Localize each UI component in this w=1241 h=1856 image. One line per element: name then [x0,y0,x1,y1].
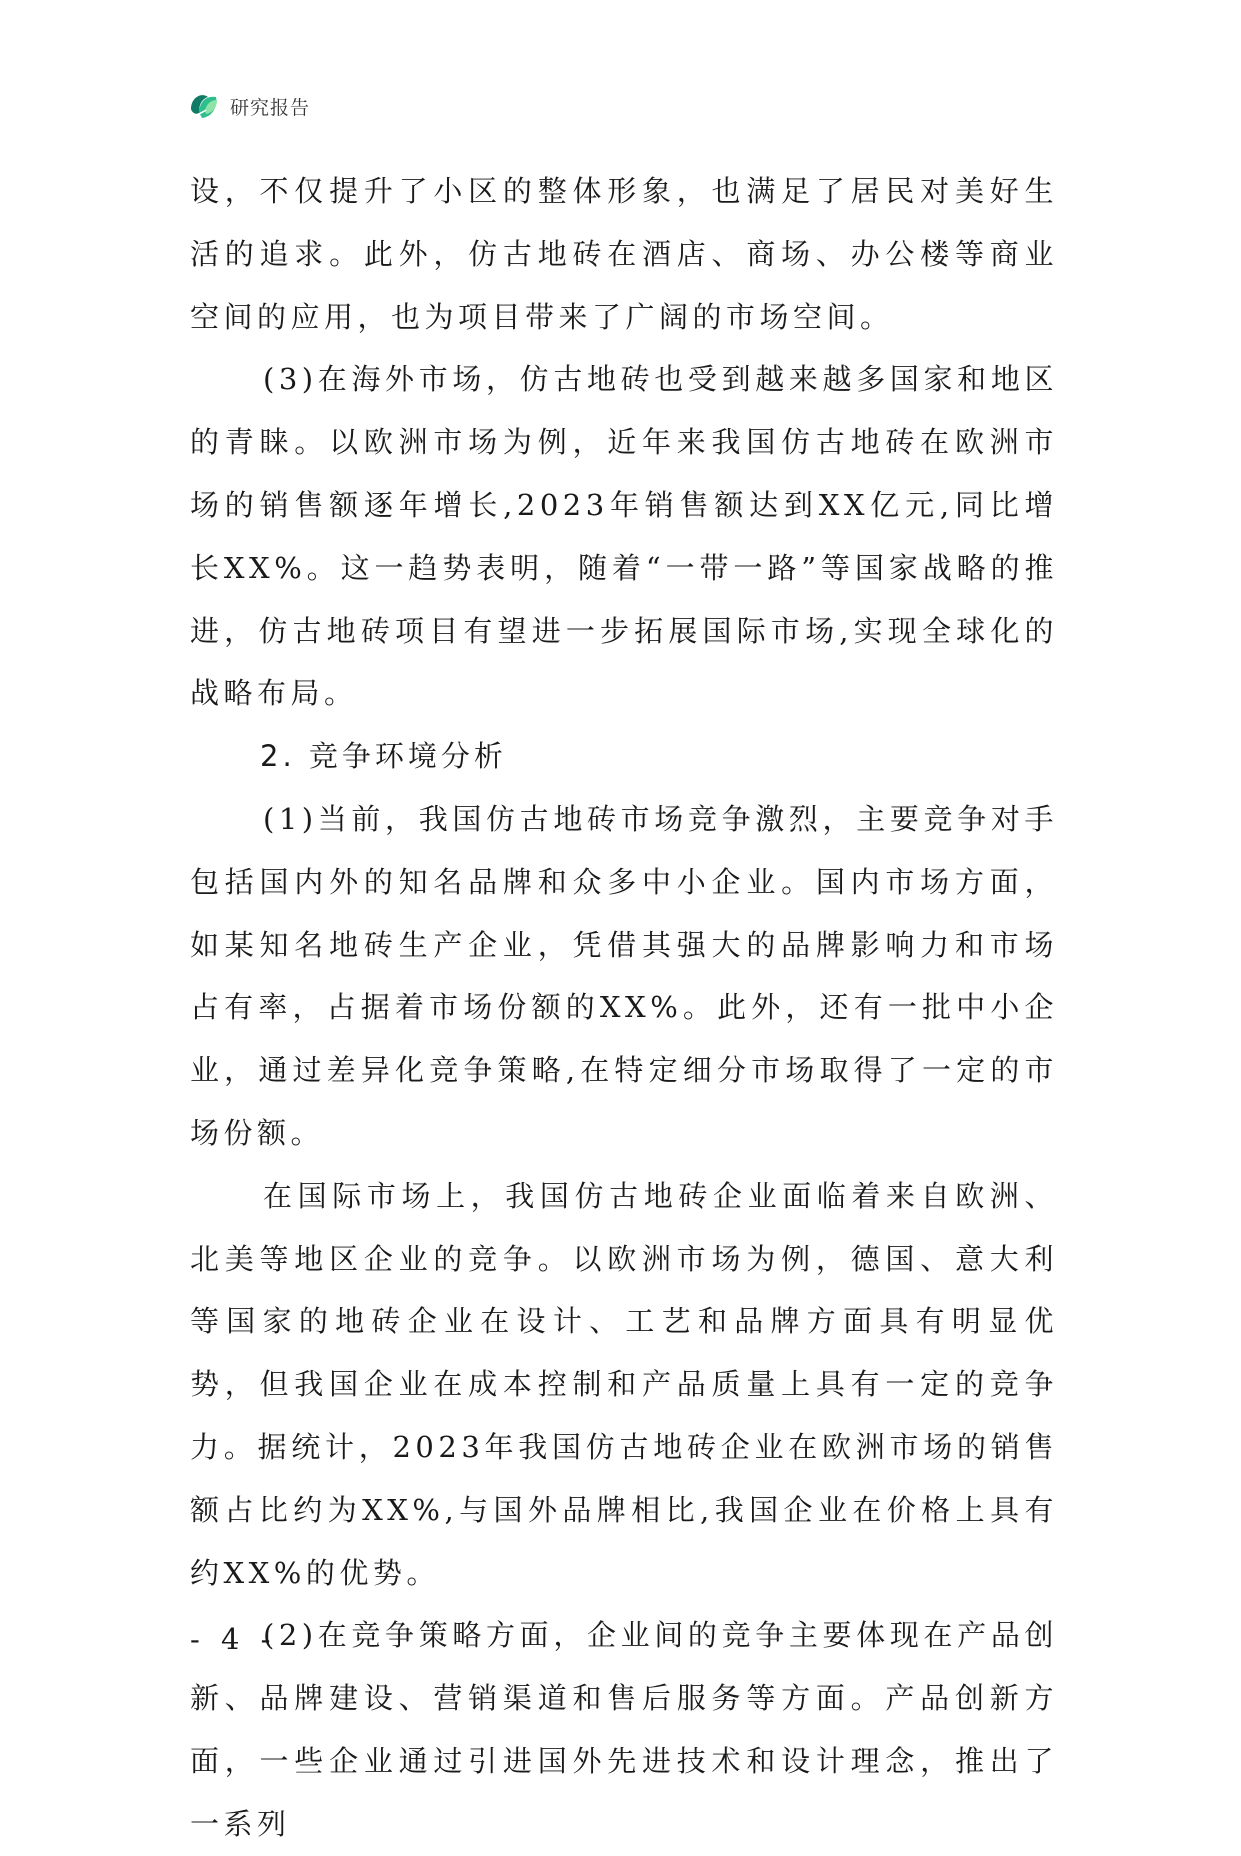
header-title: 研究报告 [230,96,311,119]
paragraph-overseas-market: (3)在海外市场，仿古地砖也受到越来越多国家和地区的青睐。以欧洲市场为例，近年来我国仿古地砖在欧洲市场的销售额逐年增长,2023年销售额达到XX亿元,同比增长XX%。这一趋势表明，随着“一带一路”等国家战略的推进，仿古地砖项目有望进一步拓展国际市场,实现全球化的战略布局。 [190,362,1058,711]
leaf-logo-icon [188,89,222,123]
paragraph-domestic-competition: (1)当前，我国仿古地砖市场竞争激烈，主要竞争对手包括国内外的知名品牌和众多中小企业。国内市场方面，如某知名地砖生产企业，凭借其强大的品牌影响力和市场占有率，占据着市场份额的XX%。此外，还有一批中小企业，通过差异化竞争策略,在特定细分市场取得了一定的市场份额。 [190,801,1058,1150]
paragraph-continuation: 设，不仅提升了小区的整体形象，也满足了居民对美好生活的追求。此外，仿古地砖在酒店、商场、办公楼等商业空间的应用，也为项目带来了广阔的市场空间。 [190,174,1058,334]
section-heading: 2. 竞争环境分析 [260,739,507,774]
document-body [190,160,1058,1856]
paragraph-competition-strategy: (2)在竞争策略方面，企业间的竞争主要体现在产品创新、品牌建设、营销渠道和售后服务等方面。产品创新方面，一些企业通过引进国外先进技术和设计理念，推出了一系列 [190,1618,1058,1841]
paragraph-international-competition: 在国际市场上，我国仿古地砖企业面临着来自欧洲、北美等地区企业的竞争。以欧洲市场为例，德国、意大利等国家的地砖企业在设计、工艺和品牌方面具有明显优势，但我国企业在成本控制和产品质量上具有一定的竞争力。据统计，2023年我国仿古地砖企业在欧洲市场的销售额占比约为XX%,与国外品牌相比,我国企业在价格上具有约XX%的优势。 [190,1178,1058,1590]
page-number: - 4 - [190,1622,277,1656]
report-header [188,88,310,124]
